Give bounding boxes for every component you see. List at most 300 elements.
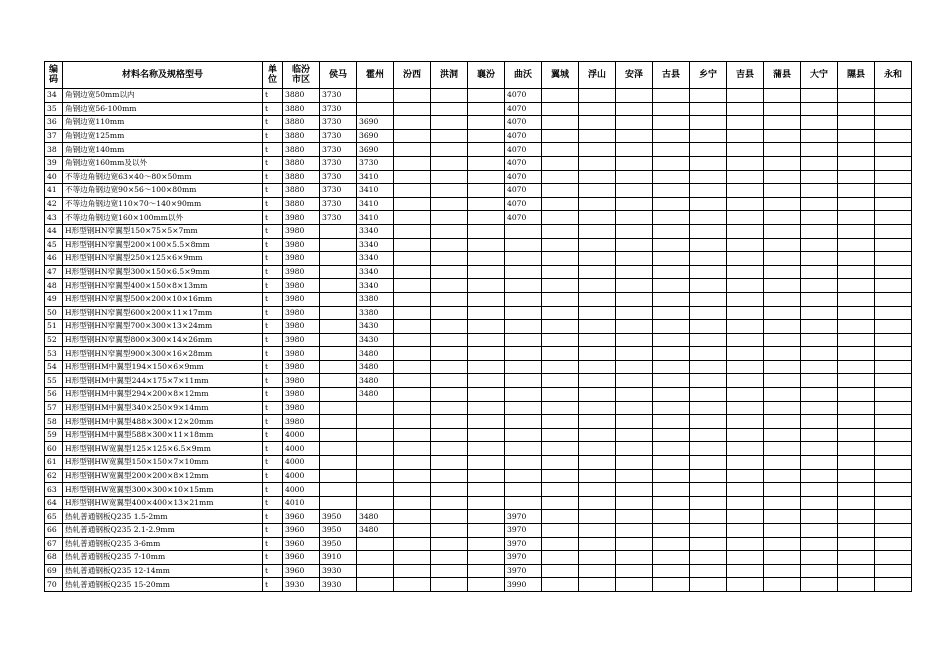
price-cell <box>690 510 727 524</box>
row-material-name: H形型钢HM中翼型194×150×6×9mm <box>63 360 263 374</box>
row-unit: t <box>263 197 283 211</box>
row-unit: t <box>263 224 283 238</box>
price-cell <box>468 156 505 170</box>
price-cell <box>801 496 838 510</box>
price-cell <box>764 428 801 442</box>
price-cell <box>764 401 801 415</box>
price-cell: 3980 <box>283 401 320 415</box>
price-cell <box>764 116 801 130</box>
table-row <box>45 510 912 524</box>
row-unit: t <box>263 415 283 429</box>
row-code: 62 <box>45 469 63 483</box>
price-cell <box>838 456 875 470</box>
price-cell: 4070 <box>505 89 542 103</box>
header-city: 汾西 <box>394 62 431 89</box>
price-cell <box>542 442 579 456</box>
table-row <box>45 469 912 483</box>
row-material-name: 角钢边宽56-100mm <box>63 102 263 116</box>
price-cell <box>616 197 653 211</box>
row-code: 54 <box>45 360 63 374</box>
price-cell <box>653 537 690 551</box>
price-cell <box>875 292 912 306</box>
price-cell <box>690 238 727 252</box>
price-cell <box>320 320 357 334</box>
price-cell <box>801 469 838 483</box>
table-row <box>45 496 912 510</box>
row-unit: t <box>263 156 283 170</box>
price-cell <box>431 456 468 470</box>
price-cell <box>653 279 690 293</box>
price-cell <box>727 129 764 143</box>
price-cell <box>690 170 727 184</box>
price-cell <box>357 102 394 116</box>
price-cell <box>801 360 838 374</box>
price-cell <box>542 320 579 334</box>
row-code: 59 <box>45 428 63 442</box>
price-cell <box>875 469 912 483</box>
price-cell <box>727 156 764 170</box>
price-cell <box>431 347 468 361</box>
price-cell <box>875 374 912 388</box>
price-cell: 3380 <box>357 292 394 306</box>
price-cell <box>431 401 468 415</box>
price-cell <box>320 306 357 320</box>
price-cell: 3980 <box>283 265 320 279</box>
price-cell <box>764 156 801 170</box>
price-cell <box>394 469 431 483</box>
row-unit: t <box>263 184 283 198</box>
price-cell <box>838 496 875 510</box>
price-cell <box>616 524 653 538</box>
price-cell: 4070 <box>505 197 542 211</box>
price-cell <box>579 469 616 483</box>
price-cell <box>468 496 505 510</box>
price-cell <box>394 483 431 497</box>
price-cell <box>431 238 468 252</box>
price-cell <box>764 510 801 524</box>
price-cell <box>764 347 801 361</box>
price-cell <box>690 252 727 266</box>
price-cell <box>431 306 468 320</box>
row-material-name: H形型钢HN窄翼型250×125×6×9mm <box>63 252 263 266</box>
price-cell: 3480 <box>357 347 394 361</box>
price-cell <box>727 143 764 157</box>
price-table <box>44 61 912 592</box>
price-cell: 3970 <box>505 524 542 538</box>
price-cell <box>727 306 764 320</box>
price-cell <box>801 456 838 470</box>
row-material-name: H形型钢HW宽翼型150×150×7×10mm <box>63 456 263 470</box>
header-row <box>45 62 912 89</box>
price-cell <box>690 224 727 238</box>
price-cell <box>801 401 838 415</box>
price-cell <box>320 347 357 361</box>
price-cell: 3410 <box>357 211 394 225</box>
price-cell <box>394 551 431 565</box>
price-cell <box>764 89 801 103</box>
header-city: 侯马 <box>320 62 357 89</box>
price-cell <box>838 360 875 374</box>
price-cell <box>838 116 875 130</box>
price-cell: 4070 <box>505 211 542 225</box>
price-cell <box>653 401 690 415</box>
row-material-name: 不等边角钢边宽160×100mm以外 <box>63 211 263 225</box>
table-row <box>45 292 912 306</box>
price-cell <box>394 184 431 198</box>
price-cell <box>468 238 505 252</box>
price-cell <box>468 211 505 225</box>
price-cell <box>616 551 653 565</box>
price-cell: 3730 <box>320 89 357 103</box>
price-cell <box>653 224 690 238</box>
header-city: 临汾 市区 <box>283 62 320 89</box>
price-cell: 3980 <box>283 211 320 225</box>
price-cell <box>690 578 727 592</box>
price-cell: 3430 <box>357 333 394 347</box>
row-material-name: 热轧普通钢板Q235 2.1-2.9mm <box>63 524 263 538</box>
price-cell <box>431 415 468 429</box>
price-cell <box>505 374 542 388</box>
price-cell <box>579 524 616 538</box>
table-row <box>45 551 912 565</box>
price-cell: 3960 <box>283 524 320 538</box>
price-cell <box>579 483 616 497</box>
price-cell <box>616 564 653 578</box>
header-city: 安泽 <box>616 62 653 89</box>
price-cell <box>542 211 579 225</box>
price-cell: 3880 <box>283 156 320 170</box>
price-cell <box>394 388 431 402</box>
price-cell <box>801 551 838 565</box>
price-cell <box>653 170 690 184</box>
price-cell <box>690 469 727 483</box>
price-cell <box>394 524 431 538</box>
price-cell <box>875 252 912 266</box>
price-cell <box>468 469 505 483</box>
price-cell <box>764 496 801 510</box>
price-cell <box>394 374 431 388</box>
price-cell: 4070 <box>505 102 542 116</box>
price-cell <box>357 442 394 456</box>
price-cell <box>542 456 579 470</box>
price-cell <box>727 415 764 429</box>
price-cell <box>801 564 838 578</box>
price-cell <box>468 551 505 565</box>
row-code: 40 <box>45 170 63 184</box>
price-cell <box>653 442 690 456</box>
price-cell <box>579 388 616 402</box>
row-unit: t <box>263 238 283 252</box>
price-cell <box>764 184 801 198</box>
price-cell <box>394 89 431 103</box>
price-cell <box>505 496 542 510</box>
price-cell <box>542 197 579 211</box>
price-cell <box>653 510 690 524</box>
price-cell <box>579 428 616 442</box>
table-row <box>45 129 912 143</box>
price-cell: 3880 <box>283 184 320 198</box>
price-cell <box>468 292 505 306</box>
price-cell <box>468 483 505 497</box>
price-cell <box>616 333 653 347</box>
price-cell <box>875 184 912 198</box>
row-unit: t <box>263 360 283 374</box>
price-cell <box>875 483 912 497</box>
row-code: 67 <box>45 537 63 551</box>
row-unit: t <box>263 374 283 388</box>
price-cell <box>690 388 727 402</box>
price-cell <box>727 388 764 402</box>
price-cell <box>579 156 616 170</box>
price-cell: 3880 <box>283 170 320 184</box>
price-cell <box>838 428 875 442</box>
price-cell <box>468 265 505 279</box>
price-cell <box>579 238 616 252</box>
price-cell <box>838 89 875 103</box>
row-unit: t <box>263 279 283 293</box>
price-cell <box>542 510 579 524</box>
price-cell <box>690 211 727 225</box>
price-cell <box>727 224 764 238</box>
price-cell <box>838 374 875 388</box>
price-cell <box>431 292 468 306</box>
price-cell <box>542 156 579 170</box>
price-cell <box>690 496 727 510</box>
price-cell <box>468 279 505 293</box>
price-cell <box>616 347 653 361</box>
header-city: 翼城 <box>542 62 579 89</box>
price-cell <box>653 265 690 279</box>
row-material-name: H形型钢HW宽翼型125×125×6.5×9mm <box>63 442 263 456</box>
price-cell: 3960 <box>283 551 320 565</box>
price-cell <box>579 170 616 184</box>
price-cell <box>653 388 690 402</box>
price-cell <box>579 510 616 524</box>
price-cell <box>653 456 690 470</box>
price-cell <box>838 320 875 334</box>
header-city: 襄汾 <box>468 62 505 89</box>
table-row <box>45 89 912 103</box>
price-cell <box>468 360 505 374</box>
price-cell <box>468 401 505 415</box>
price-cell: 3480 <box>357 524 394 538</box>
price-cell <box>431 469 468 483</box>
price-cell <box>764 415 801 429</box>
price-cell <box>838 156 875 170</box>
row-code: 50 <box>45 306 63 320</box>
price-cell: 3930 <box>320 578 357 592</box>
row-code: 52 <box>45 333 63 347</box>
price-cell: 3950 <box>320 510 357 524</box>
price-cell <box>505 320 542 334</box>
price-cell <box>579 537 616 551</box>
price-cell <box>727 211 764 225</box>
price-cell <box>616 279 653 293</box>
row-unit: t <box>263 306 283 320</box>
price-cell <box>801 211 838 225</box>
table-row <box>45 333 912 347</box>
table-row <box>45 320 912 334</box>
price-cell <box>431 279 468 293</box>
price-cell <box>875 320 912 334</box>
price-cell <box>357 496 394 510</box>
header-name: 材料名称及规格型号 <box>63 62 263 89</box>
price-cell <box>801 156 838 170</box>
price-cell: 3930 <box>320 564 357 578</box>
price-cell <box>616 578 653 592</box>
price-cell <box>838 184 875 198</box>
price-cell <box>579 578 616 592</box>
price-cell <box>838 564 875 578</box>
price-cell <box>468 333 505 347</box>
price-cell <box>727 102 764 116</box>
price-cell <box>653 211 690 225</box>
price-cell: 3730 <box>320 197 357 211</box>
price-cell <box>542 224 579 238</box>
price-cell <box>838 388 875 402</box>
price-cell <box>431 156 468 170</box>
price-cell <box>801 524 838 538</box>
price-cell: 3960 <box>283 510 320 524</box>
price-cell <box>690 265 727 279</box>
price-cell <box>431 374 468 388</box>
price-cell <box>579 415 616 429</box>
price-cell <box>579 374 616 388</box>
table-row <box>45 360 912 374</box>
price-cell <box>727 578 764 592</box>
table-row <box>45 347 912 361</box>
price-cell <box>579 360 616 374</box>
price-cell <box>394 156 431 170</box>
price-cell: 3980 <box>283 238 320 252</box>
row-material-name: H形型钢HN窄翼型800×300×14×26mm <box>63 333 263 347</box>
price-cell <box>838 401 875 415</box>
price-cell: 3730 <box>320 116 357 130</box>
price-cell <box>764 360 801 374</box>
price-cell <box>579 401 616 415</box>
price-cell: 3990 <box>505 578 542 592</box>
price-cell <box>875 197 912 211</box>
price-cell <box>764 197 801 211</box>
price-cell <box>542 333 579 347</box>
price-cell <box>764 279 801 293</box>
price-cell <box>394 238 431 252</box>
row-code: 53 <box>45 347 63 361</box>
price-cell: 3410 <box>357 197 394 211</box>
price-cell: 3730 <box>320 156 357 170</box>
price-cell <box>690 456 727 470</box>
price-cell <box>653 551 690 565</box>
price-cell <box>801 442 838 456</box>
price-cell: 3880 <box>283 102 320 116</box>
price-cell <box>357 428 394 442</box>
price-cell: 3690 <box>357 143 394 157</box>
price-cell <box>431 89 468 103</box>
price-cell: 3430 <box>357 320 394 334</box>
price-cell: 3340 <box>357 279 394 293</box>
row-material-name: 不等边角钢边宽63×40～80×50mm <box>63 170 263 184</box>
price-cell <box>801 102 838 116</box>
price-cell: 3980 <box>283 224 320 238</box>
price-cell <box>431 537 468 551</box>
price-cell <box>616 360 653 374</box>
table-row <box>45 428 912 442</box>
price-cell <box>690 401 727 415</box>
price-cell <box>542 537 579 551</box>
price-cell <box>801 252 838 266</box>
price-cell <box>764 265 801 279</box>
price-cell <box>690 197 727 211</box>
price-cell: 3730 <box>357 156 394 170</box>
row-material-name: H形型钢HN窄翼型500×200×10×16mm <box>63 292 263 306</box>
table-row <box>45 211 912 225</box>
price-cell <box>653 306 690 320</box>
row-material-name: 热轧普通钢板Q235 3-6mm <box>63 537 263 551</box>
price-cell <box>579 347 616 361</box>
price-cell <box>320 292 357 306</box>
header-city: 永和 <box>875 62 912 89</box>
table-row <box>45 564 912 578</box>
price-cell <box>801 238 838 252</box>
price-cell <box>764 252 801 266</box>
price-cell <box>468 524 505 538</box>
price-cell: 3340 <box>357 252 394 266</box>
header-city: 吉县 <box>727 62 764 89</box>
price-cell <box>320 401 357 415</box>
price-cell: 4070 <box>505 156 542 170</box>
price-cell <box>616 469 653 483</box>
price-cell <box>801 265 838 279</box>
price-cell <box>690 333 727 347</box>
price-cell <box>875 564 912 578</box>
price-cell <box>838 292 875 306</box>
price-cell <box>875 143 912 157</box>
row-material-name: H形型钢HW宽翼型400×400×13×21mm <box>63 496 263 510</box>
price-cell <box>764 524 801 538</box>
price-cell <box>727 184 764 198</box>
row-code: 66 <box>45 524 63 538</box>
row-unit: t <box>263 442 283 456</box>
table-row <box>45 306 912 320</box>
price-cell: 3730 <box>320 143 357 157</box>
price-cell <box>838 469 875 483</box>
price-cell: 3880 <box>283 197 320 211</box>
price-cell <box>542 89 579 103</box>
price-cell <box>616 388 653 402</box>
price-cell: 3980 <box>283 347 320 361</box>
header-city: 曲沃 <box>505 62 542 89</box>
price-cell <box>579 89 616 103</box>
price-cell <box>616 89 653 103</box>
row-unit: t <box>263 89 283 103</box>
row-material-name: 不等边角钢边宽90×56～100×80mm <box>63 184 263 198</box>
header-city: 古县 <box>653 62 690 89</box>
price-cell <box>505 347 542 361</box>
price-cell <box>579 102 616 116</box>
price-cell <box>394 442 431 456</box>
price-cell <box>431 510 468 524</box>
price-cell <box>801 333 838 347</box>
price-cell <box>616 537 653 551</box>
price-cell: 3980 <box>283 388 320 402</box>
price-cell <box>690 89 727 103</box>
row-unit: t <box>263 456 283 470</box>
price-cell: 3980 <box>283 306 320 320</box>
price-cell <box>653 347 690 361</box>
price-cell <box>357 483 394 497</box>
price-cell <box>394 292 431 306</box>
price-cell <box>505 456 542 470</box>
